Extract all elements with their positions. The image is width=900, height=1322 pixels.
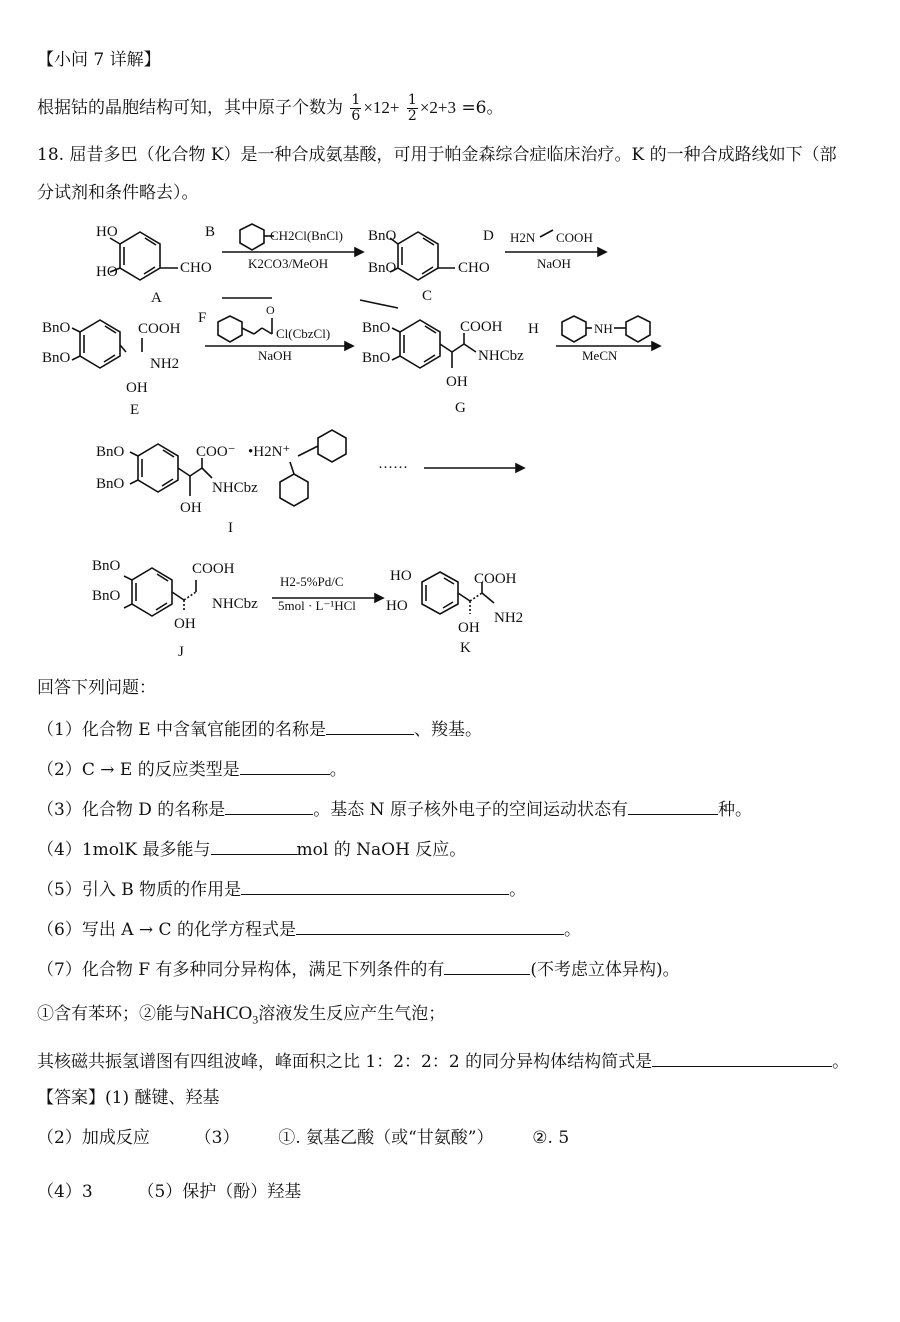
label-h: H: [528, 321, 539, 337]
d-conditions: NaOH: [537, 256, 571, 271]
benzyl-ring-b: [240, 224, 264, 250]
answer-line-2: （2）加成反应 （3） ①. 氨基乙酸（或“甘氨酸”） ②. 5: [37, 1128, 570, 1148]
g-bno-bottom: BnO: [362, 350, 391, 366]
compound-j-structure: [124, 568, 196, 616]
k-conditions-bottom: 5mol · L⁻¹HCl: [278, 598, 356, 613]
q5-blank[interactable]: [241, 876, 509, 895]
label-e: E: [130, 402, 140, 418]
label-j: J: [178, 644, 184, 660]
f-conditions: NaOH: [258, 348, 292, 363]
crystal-text: 根据钴的晶胞结构可知，其中原子个数为: [37, 98, 343, 118]
j-cooh: COOH: [192, 561, 235, 577]
multiplier-12: ×12+: [363, 98, 400, 117]
c-bno-top: BnO: [368, 228, 397, 244]
q3-blank-count[interactable]: [628, 796, 718, 815]
label-k: K: [460, 640, 471, 656]
compound-c-structure: [390, 232, 455, 280]
compound-a-structure: [110, 232, 178, 280]
a-cho: CHO: [180, 260, 212, 276]
k-nh2: NH2: [494, 610, 524, 626]
d-reagent-cooh: COOH: [556, 230, 593, 245]
f-carbonyl-o: O: [266, 303, 275, 317]
answer-line-1: 【答案】(1) 醚键、羟基: [37, 1088, 220, 1108]
cyclohexyl-ring-h2: [626, 316, 650, 342]
benzyl-ring-f: [218, 316, 242, 342]
c-bno-bottom: BnO: [368, 260, 397, 276]
label-d: D: [483, 228, 494, 244]
question-7-conditions: ①含有苯环；②能与NaHCO$_3$溶液发生反应产生气泡；: [37, 1003, 446, 1027]
e-oh: OH: [126, 380, 148, 396]
g-cooh: COOH: [460, 319, 503, 335]
label-c: C: [422, 288, 433, 304]
question-5: （5）引入 B 物质的作用是 。: [37, 876, 526, 902]
label-g: G: [455, 400, 466, 416]
k-ho-bottom: HO: [386, 598, 408, 614]
g-oh: OH: [446, 374, 468, 390]
e-nh2: NH2: [150, 356, 180, 372]
i-bno-bottom: BnO: [96, 476, 125, 492]
i-h2n-plus: •H2N⁺: [248, 444, 291, 460]
i-bno-top: BnO: [96, 444, 125, 460]
question-7-nmr: 其核磁共振氢谱图有四组波峰，峰面积之比 1：2：2：2 的同分异构体结构简式是 。: [37, 1048, 849, 1074]
j-bno-top: BnO: [92, 558, 121, 574]
e-bno-bottom: BnO: [42, 350, 71, 366]
k-conditions-top: H2-5%Pd/C: [280, 574, 344, 589]
j-bno-bottom: BnO: [92, 588, 121, 604]
k-ho-top: HO: [390, 568, 412, 584]
crystal-result: =6。: [461, 98, 504, 118]
label-b: B: [205, 224, 216, 240]
h-nh: NH: [594, 321, 613, 336]
j-oh: OH: [174, 616, 196, 632]
question-6: （6）写出 A → C 的化学方程式是 。: [37, 916, 581, 942]
nahco3-formula: NaHCO: [190, 1003, 253, 1024]
q7-blank[interactable]: [444, 956, 530, 975]
multiplier-2: ×2+3: [419, 98, 457, 117]
k-cooh: COOH: [474, 571, 517, 587]
questions-lead: 回答下列问题：: [37, 678, 156, 698]
compound-e-structure: [72, 320, 142, 368]
c-cho: CHO: [458, 260, 490, 276]
label-f: F: [198, 310, 207, 326]
a-ho-bottom: HO: [96, 264, 118, 280]
label-a: A: [151, 290, 162, 306]
question-3: （3）化合物 D 的名称是 。基态 N 原子核外电子的空间运动状态有 种。: [37, 796, 752, 822]
e-cooh: COOH: [138, 321, 181, 337]
g-nhcbz: NHCbz: [478, 348, 524, 364]
q1-blank[interactable]: [326, 716, 414, 735]
question-2: （2）C → E 的反应类型是 。: [37, 756, 347, 782]
section-title: 【小问 7 详解】: [37, 50, 161, 70]
i-oh: OH: [180, 500, 202, 516]
cyclohexyl-ring-h1: [562, 316, 586, 342]
e-bno-top: BnO: [42, 320, 71, 336]
h-conditions: MeCN: [582, 348, 618, 363]
i-dots: ······: [378, 460, 408, 476]
d-reagent-h2n: H2N: [510, 230, 536, 245]
q7-nmr-blank[interactable]: [652, 1048, 832, 1067]
a-ho-top: HO: [96, 224, 118, 240]
q3-blank-name[interactable]: [225, 796, 313, 815]
label-i: I: [228, 520, 233, 536]
j-nhcbz: NHCbz: [212, 596, 258, 612]
answer-line-3: （4）3 （5）保护（酚）羟基: [37, 1182, 302, 1202]
problem-intro-line1: 18. 屈昔多巴（化合物 K）是一种合成氨基酸，可用于帕金森综合症临床治疗。K 的一种合成路线如下（部: [37, 145, 837, 165]
question-7: （7）化合物 F 有多种同分异构体，满足下列条件的有 (不考虑立体异构)。: [37, 956, 680, 982]
fraction-one-sixth: $\frac{1}{6}$: [351, 92, 361, 124]
i-nhcbz: NHCbz: [212, 480, 258, 496]
q4-blank[interactable]: [211, 836, 297, 855]
question-4: （4）1molK 最多能与 mol 的 NaOH 反应。: [37, 836, 466, 862]
q2-blank[interactable]: [240, 756, 330, 775]
f-reagent: Cl(CbzCl): [276, 326, 331, 341]
b-conditions: K2CO3/MeOH: [248, 256, 329, 271]
fraction-one-half: $\frac{1}{2}$: [407, 92, 417, 124]
i-coo-minus: COO⁻: [196, 444, 236, 460]
q6-blank[interactable]: [296, 916, 564, 935]
question-1: （1）化合物 E 中含氧官能团的名称是 、羧基。: [37, 716, 482, 742]
k-oh: OH: [458, 620, 480, 636]
problem-intro-line2: 分试剂和条件略去）。: [37, 183, 199, 203]
b-reagent: CH2Cl(BnCl): [270, 228, 343, 243]
g-bno-top: BnO: [362, 320, 391, 336]
